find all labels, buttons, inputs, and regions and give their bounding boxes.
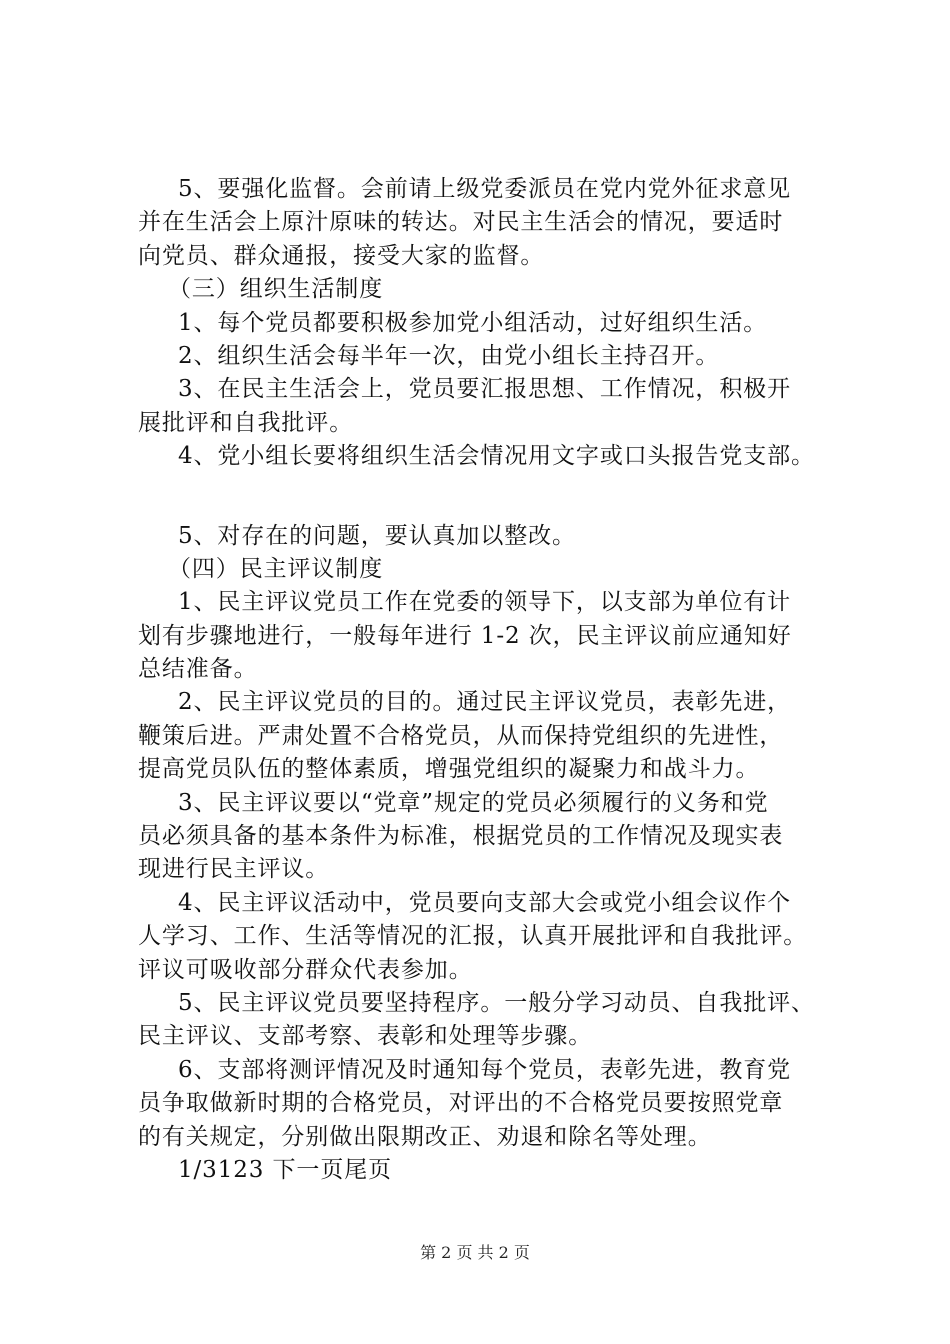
paragraph-line: 向党员、群众通报，接受大家的监督。 [138, 242, 545, 269]
paragraph-line: 员必须具备的基本条件为标准，根据党员的工作情况及现实表 [138, 823, 784, 850]
paragraph-line: 评议可吸收部分群众代表参加。 [138, 956, 473, 983]
document-body [138, 173, 840, 1187]
paragraph-line: 提高党员队伍的整体素质，增强党组织的凝聚力和战斗力。 [138, 756, 760, 783]
page-footer [0, 1242, 950, 1264]
paragraph-line: 5、对存在的问题，要认真加以整改。 [178, 522, 576, 549]
paragraph-line: 员争取做新时期的合格党员，对评出的不合格党员要按照党章 [138, 1090, 784, 1117]
paragraph-line: 总结准备。 [138, 656, 258, 683]
paragraph-line: 4、党小组长要将组织生活会情况用文字或口头报告党支部。 [178, 443, 815, 470]
paragraph-line: 展批评和自我批评。 [138, 409, 354, 436]
pagination-text: 1/3123 下一页尾页 [178, 1156, 393, 1183]
paragraph-line: 6、支部将测评情况及时通知每个党员，表彰先进，教育党 [178, 1056, 792, 1083]
section-heading: （三）组织生活制度 [168, 276, 384, 303]
paragraph-line: 的有关规定，分别做出限期改正、劝退和除名等处理。 [138, 1123, 712, 1150]
paragraph-gap [138, 474, 840, 520]
paragraph-line: 并在生活会上原汁原味的转达。对民主生活会的情况，要适时 [138, 209, 784, 236]
paragraph-line: 人学习、工作、生活等情况的汇报，认真开展批评和自我批评。 [138, 923, 808, 950]
paragraph-line: 3、在民主生活会上，党员要汇报思想、工作情况，积极开 [178, 376, 792, 403]
paragraph-line: 1、民主评议党员工作在党委的领导下，以支部为单位有计 [178, 589, 792, 616]
paragraph-line: 民主评议、支部考察、表彰和处理等步骤。 [138, 1023, 593, 1050]
paragraph-line: 鞭策后进。严肃处置不合格党员，从而保持党组织的先进性， [138, 722, 784, 749]
paragraph-line: 4、民主评议活动中，党员要向支部大会或党小组会议作个 [178, 889, 792, 916]
paragraph-line: 5、民主评议党员要坚持程序。一般分学习动员、自我批评、 [178, 989, 815, 1016]
paragraph-line: 5、要强化监督。会前请上级党委派员在党内党外征求意见 [178, 176, 792, 202]
paragraph-line: 现进行民主评议。 [138, 856, 330, 883]
paragraph-line: 2、民主评议党员的目的。通过民主评议党员，表彰先进， [178, 689, 792, 716]
page-number-label: 第 2 页 共 2 页 [420, 1243, 530, 1262]
section-heading: （四）民主评议制度 [168, 555, 384, 582]
paragraph-line: 1、每个党员都要积极参加党小组活动，过好组织生活。 [178, 309, 768, 336]
paragraph-line: 划有步骤地进行，一般每年进行 1-2 次，民主评议前应通知好 [138, 622, 792, 649]
paragraph-line: 2、组织生活会每半年一次，由党小组长主持召开。 [178, 342, 720, 369]
paragraph-line: 3、民主评议要以“党章”规定的党员必须履行的义务和党 [178, 789, 769, 816]
